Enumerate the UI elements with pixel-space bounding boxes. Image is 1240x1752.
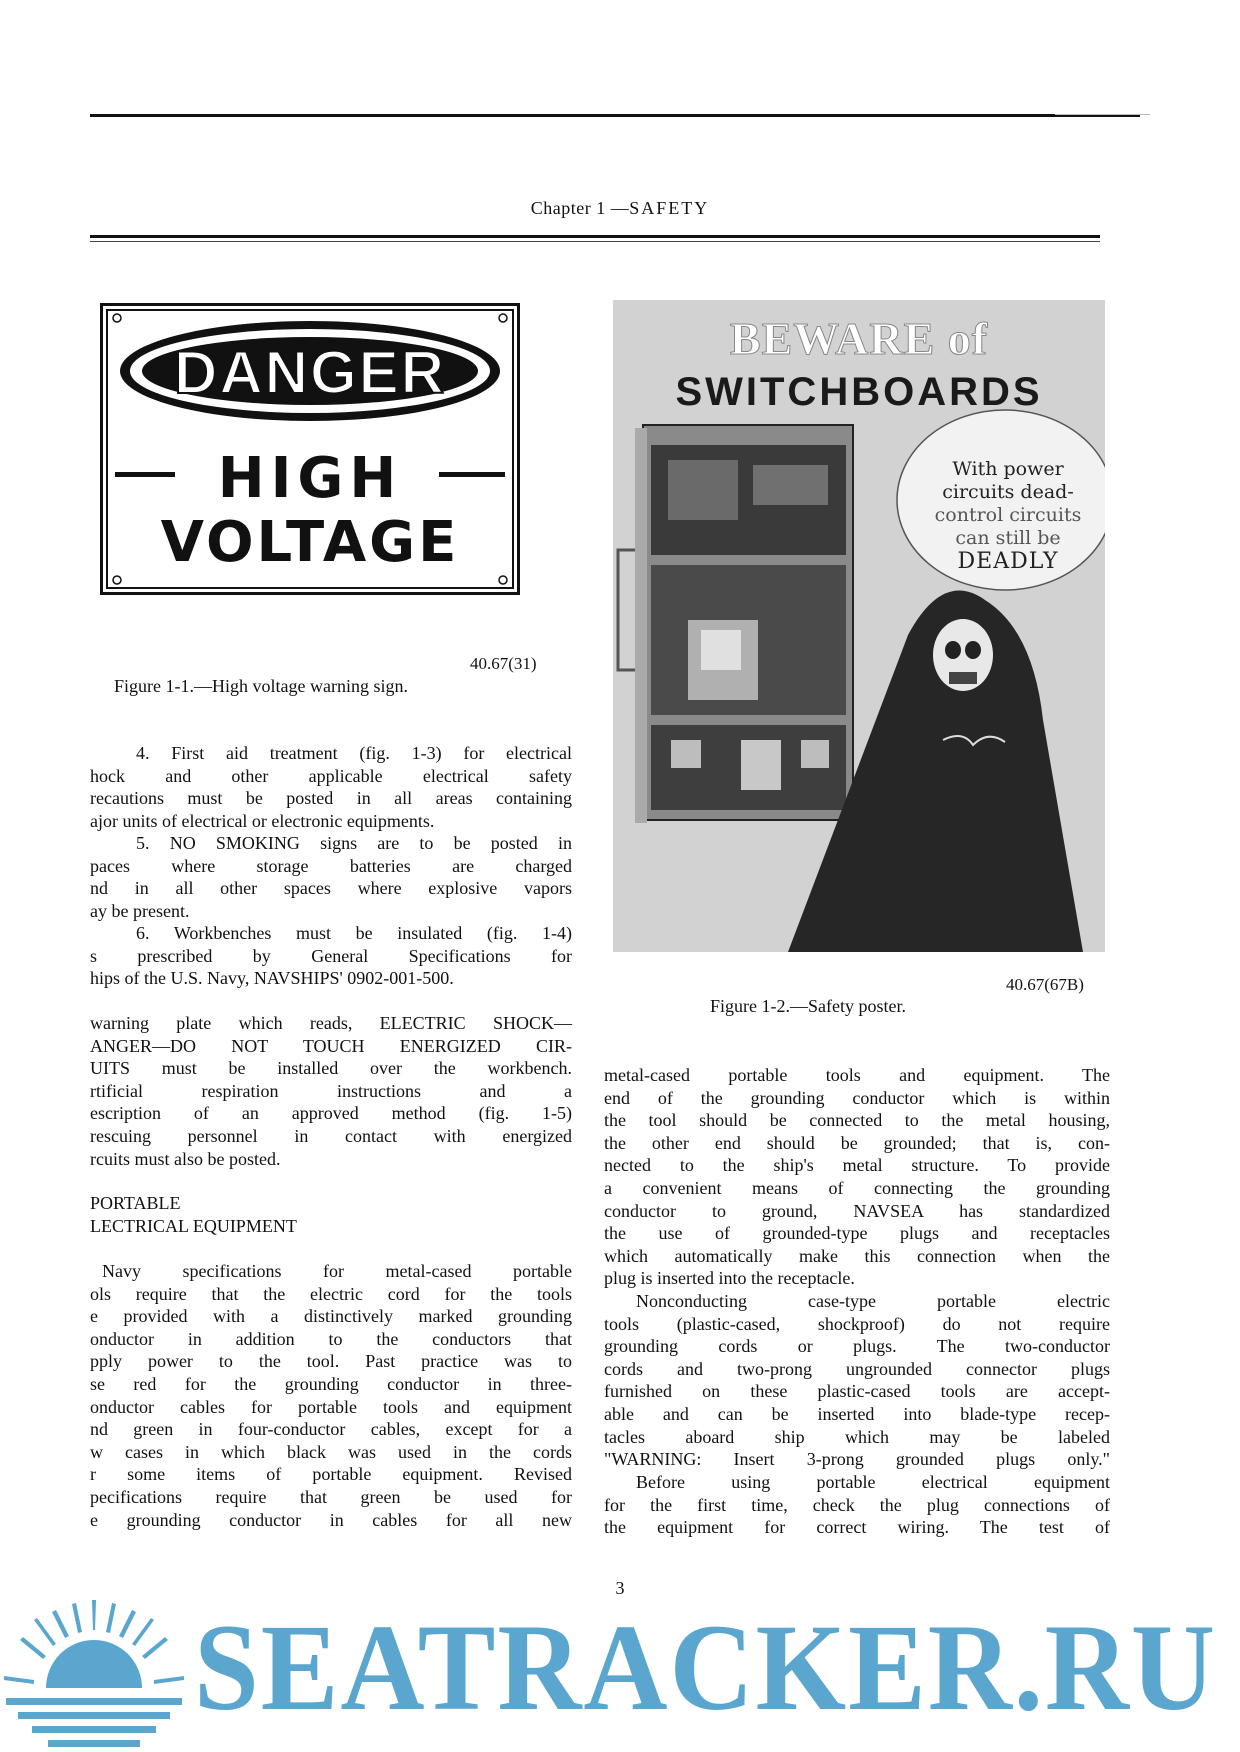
text-line: se red for the grounding conductor in three- <box>90 1373 572 1394</box>
top-rule <box>90 114 1140 117</box>
left-para-4 <box>90 742 572 832</box>
text-line: recautions must be posted in all areas containing <box>90 788 572 809</box>
text-line: cords and two-prong ungrounded connector plugs <box>604 1358 1110 1379</box>
text-line: hock and other applicable electrical safety <box>90 765 572 786</box>
text-line: the tool should be connected to the metal housing, <box>604 1110 1110 1131</box>
text-line: able and can be inserted into blade-type recep- <box>604 1403 1110 1424</box>
safety-poster <box>613 300 1105 952</box>
sign-voltage-text: VOLTAGE <box>160 510 460 575</box>
figure1-caption: Figure 1-1.—High voltage warning sign. <box>114 676 408 696</box>
text-line: for the first time, check the plug connections of <box>604 1494 1110 1515</box>
text-line: e provided with a distinctively marked grounding <box>90 1306 572 1327</box>
text-line: rtificial respiration instructions and a <box>90 1080 572 1101</box>
text-line: Before using portable electrical equipment <box>636 1472 1110 1492</box>
text-line: s prescribed by General Specifications for <box>90 945 572 966</box>
text-line: metal-cased portable tools and equipment. The <box>604 1065 1110 1085</box>
text-line: plug is inserted into the receptacle. <box>604 1268 855 1289</box>
header-dash: — <box>610 198 630 218</box>
poster-switchboards-title: SWITCHBOARDS <box>675 370 1043 414</box>
running-header <box>0 198 1240 219</box>
text-line: r some items of portable equipment. Revised <box>90 1464 572 1485</box>
text-line: conductor to ground, NAVSEA has standardized <box>604 1200 1110 1221</box>
left-para-8 <box>90 1260 572 1531</box>
sign-danger-text: DANGER <box>173 339 446 406</box>
header-rule <box>90 235 1100 238</box>
text-line: pply power to the tool. Past practice was to <box>90 1351 572 1372</box>
text-line: paces where storage batteries are charged <box>90 855 572 876</box>
header-rule-thin <box>90 241 1100 242</box>
text-line: furnished on these plastic-cased tools are accept- <box>604 1381 1110 1402</box>
text-line: nd in all other spaces where explosive vapors <box>90 878 572 899</box>
text-line: 5. NO SMOKING signs are to be posted in <box>136 833 572 853</box>
text-line: escription of an approved method (fig. 1-5) <box>90 1103 572 1124</box>
text-line: Nonconducting case-type portable electric <box>636 1291 1110 1311</box>
poster-speech-bubble <box>913 458 1103 573</box>
section-heading <box>90 1192 572 1237</box>
header-chapter: Chapter 1 <box>530 198 606 218</box>
left-para-7 <box>90 1012 572 1170</box>
header-section: SAFETY <box>629 198 710 218</box>
heading-line: PORTABLE <box>90 1193 181 1213</box>
text-line: w cases in which black was used in the cords <box>90 1441 572 1462</box>
text-line: nected to the ship's metal structure. To provide <box>604 1155 1110 1176</box>
figure2-caption: Figure 1-2.—Safety poster. <box>710 996 906 1016</box>
left-para-6 <box>90 922 572 990</box>
text-line: the equipment for correct wiring. The test of <box>604 1517 1110 1538</box>
heading-line: LECTRICAL EQUIPMENT <box>90 1215 297 1236</box>
bubble-line-3: control circuits <box>934 504 1082 526</box>
left-para-5 <box>90 832 572 922</box>
text-line: ANGER—DO NOT TOUCH ENERGIZED CIR- <box>90 1035 572 1056</box>
right-para-2 <box>604 1290 1110 1471</box>
text-line: a convenient means of connecting the grounding <box>604 1177 1110 1198</box>
right-para-3 <box>604 1471 1110 1539</box>
figure1-number: 40.67(31) <box>470 654 537 673</box>
poster-beware-title: BEWARE of <box>729 313 989 364</box>
text-line: warning plate which reads, ELECTRIC SHOCK— <box>90 1013 572 1033</box>
high-voltage-sign <box>100 303 520 595</box>
text-line: the use of grounded-type plugs and receptacles <box>604 1223 1110 1244</box>
text-line: grounding cords or plugs. The two-conductor <box>604 1336 1110 1357</box>
text-line: e grounding conductor in cables for all new <box>90 1509 572 1530</box>
sign-high-text: HIGH <box>217 446 403 511</box>
sun-logo-icon <box>4 1600 184 1750</box>
text-line: which automatically make this connection when the <box>604 1245 1110 1266</box>
text-line: hips of the U.S. Navy, NAVSHIPS' 0902-001-500. <box>90 968 454 989</box>
text-line: ols require that the electric cord for the tools <box>90 1283 572 1304</box>
bubble-line-2: circuits dead- <box>942 481 1074 503</box>
text-line: rcuits must also be posted. <box>90 1148 281 1169</box>
text-line: onductor cables for portable tools and equipment <box>90 1396 572 1417</box>
bubble-line-1: With power <box>952 458 1064 480</box>
text-line: 4. First aid treatment (fig. 1-3) for electrical <box>136 743 572 763</box>
text-line: tools (plastic-cased, shockproof) do not require <box>604 1313 1110 1334</box>
page-number: 3 <box>615 1578 625 1598</box>
bubble-line-5: DEADLY <box>957 549 1059 574</box>
text-line: nd green in four-conductor cables, except for a <box>90 1419 572 1440</box>
text-line: pecifications require that green be used for <box>90 1486 572 1507</box>
text-line: "WARNING: Insert 3-prong grounded plugs only." <box>604 1449 1110 1470</box>
watermark-text: SEATRACKER.RU <box>194 1599 1217 1736</box>
text-line: onductor in addition to the conductors that <box>90 1328 572 1349</box>
text-line: the other end should be grounded; that is, con- <box>604 1132 1110 1153</box>
bubble-line-4: can still be <box>955 527 1061 549</box>
text-line: UITS must be installed over the workbench. <box>90 1058 572 1079</box>
text-line: ay be present. <box>90 900 190 921</box>
text-line: ajor units of electrical or electronic equipments. <box>90 810 435 831</box>
right-para-1 <box>604 1064 1110 1290</box>
figure2-number: 40.67(67B) <box>1006 975 1084 994</box>
text-line: Navy specifications for metal-cased portable <box>102 1261 572 1281</box>
text-line: rescuing personnel in contact with energized <box>90 1125 572 1146</box>
text-line: 6. Workbenches must be insulated (fig. 1-4) <box>136 923 572 943</box>
text-line: tacles aboard ship which may be labeled <box>604 1426 1110 1447</box>
top-rule-faint <box>1055 114 1150 115</box>
text-line: end of the grounding conductor which is within <box>604 1087 1110 1108</box>
